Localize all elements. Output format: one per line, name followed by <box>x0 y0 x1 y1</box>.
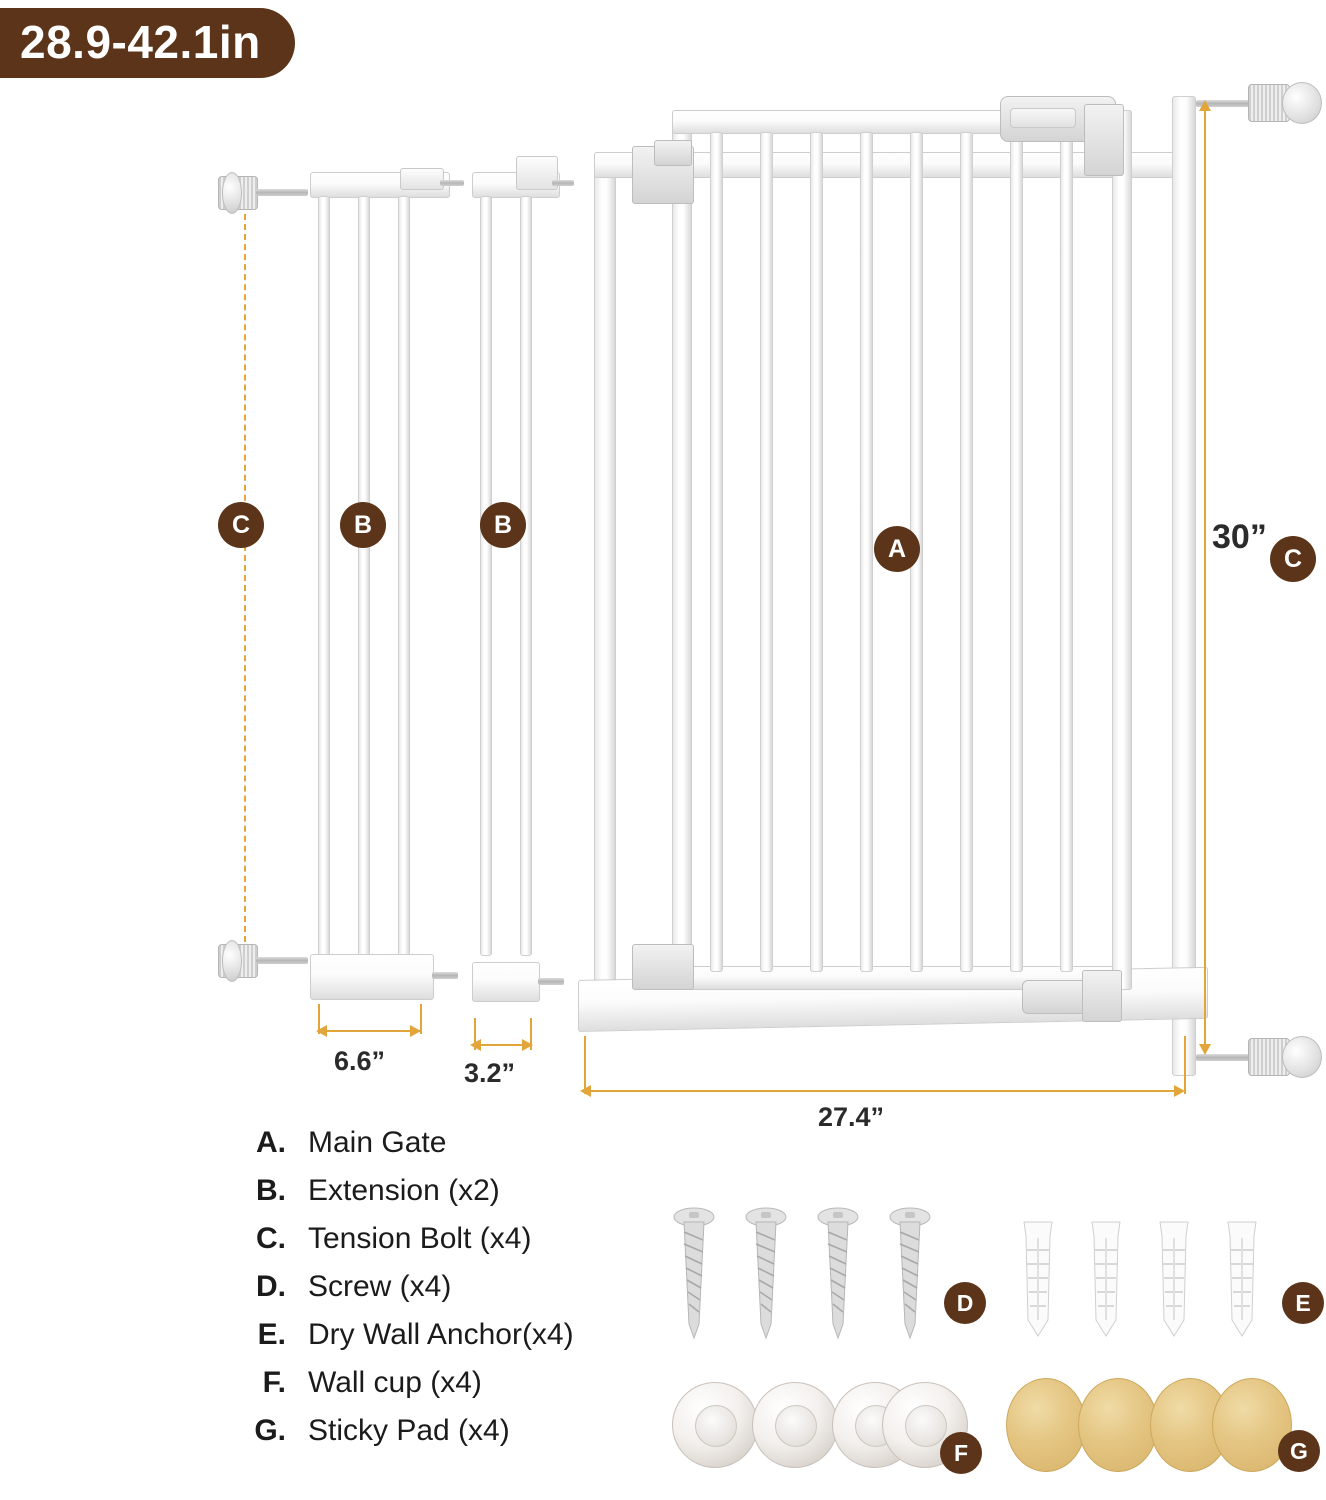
tension-bolt-shaft-bottom-left <box>256 957 308 964</box>
tension-bolt-cap-top-right <box>1282 82 1322 124</box>
main-gate-bar-1 <box>710 132 723 972</box>
legend-text-e: Dry Wall Anchor(x4) <box>308 1318 574 1351</box>
main-gate-bar-7 <box>1010 132 1023 972</box>
legend-item-f <box>240 1366 670 1414</box>
main-gate-width-tick-left <box>584 1036 586 1094</box>
anchor-group <box>1016 1216 1296 1351</box>
height-dimension-left-dashed <box>244 214 246 942</box>
wall-cup-2 <box>752 1382 838 1468</box>
extension-large-bottom-pin <box>432 972 458 979</box>
legend-key-g: G. <box>254 1414 286 1447</box>
legend-item-b <box>240 1174 670 1222</box>
wall-cup-1 <box>672 1382 758 1468</box>
tension-bolt-cap-top-left <box>222 172 242 214</box>
main-gate-latch-button[interactable] <box>1010 108 1076 128</box>
legend-text-a: Main Gate <box>308 1126 447 1159</box>
callout-f-wall-cups: F <box>940 1432 982 1474</box>
main-gate-width-tick-right <box>1184 1036 1186 1094</box>
extension-small-bottom-rail <box>472 962 540 1002</box>
extension-small-width-tick-right <box>530 1018 532 1050</box>
size-range-badge: 28.9-42.1in <box>0 8 295 78</box>
height-dimension-label: 30” <box>1212 518 1267 556</box>
tension-bolt-shaft-top-left <box>256 189 308 196</box>
legend-item-c <box>240 1222 670 1270</box>
main-gate-right-post <box>1172 96 1196 1076</box>
extension-small-bar-1 <box>480 196 492 956</box>
main-gate-lower-bracket-cap <box>1082 970 1122 1022</box>
legend-key-c: C. <box>256 1222 286 1255</box>
legend-text-b: Extension (x2) <box>308 1174 500 1207</box>
callout-b-small: B <box>480 502 526 548</box>
height-dimension-arrow-bottom <box>1199 1044 1211 1055</box>
callout-c-left: C <box>218 502 264 548</box>
callout-c-right: C <box>1270 536 1316 582</box>
extension-large-top-pin <box>440 180 464 186</box>
extension-large-bar-1 <box>318 196 330 956</box>
main-gate-bar-2 <box>760 132 773 972</box>
extension-large-bottom-rail <box>310 954 434 1000</box>
extension-small-width-label: 3.2” <box>464 1058 516 1088</box>
legend-key-f: F. <box>262 1366 286 1399</box>
tension-bolt-shaft-bottom-right <box>1196 1054 1252 1061</box>
main-gate-door-right-stile <box>1112 110 1132 990</box>
extension-large-width-line <box>320 1030 420 1032</box>
callout-b-large: B <box>340 502 386 548</box>
sticky-pad-2 <box>1078 1378 1158 1472</box>
main-gate-door-left-stile <box>672 118 692 986</box>
main-gate-hinge-top-cap <box>654 140 692 166</box>
screws-illustration <box>672 1206 972 1346</box>
anchors-illustration <box>1016 1216 1296 1346</box>
extension-large-bar-2 <box>358 196 370 956</box>
extension-large-width-label: 6.6” <box>334 1046 386 1076</box>
legend-key-e: E. <box>257 1318 286 1351</box>
height-dimension-line <box>1204 108 1206 1052</box>
legend-text-c: Tension Bolt (x4) <box>308 1222 532 1255</box>
extension-small-bottom-pin <box>538 978 564 985</box>
extension-small-bar-2 <box>520 196 532 956</box>
main-gate-left-post <box>594 152 616 1018</box>
main-gate-width-label: 27.4” <box>818 1102 885 1132</box>
main-gate-bar-8 <box>1060 132 1073 972</box>
main-gate-latch-bracket <box>1084 104 1124 176</box>
legend-item-d <box>240 1270 670 1318</box>
legend-text-g: Sticky Pad (x4) <box>308 1414 510 1447</box>
tension-bolt-cap-bottom-right <box>1282 1036 1322 1078</box>
extension-large-width-tick-left <box>318 1004 320 1034</box>
parts-legend <box>240 1126 670 1462</box>
tension-bolt-cap-bottom-left <box>222 940 242 982</box>
callout-g-sticky-pads: G <box>1278 1430 1320 1472</box>
extension-small-width-tick-left <box>474 1018 476 1050</box>
legend-item-e <box>240 1318 670 1366</box>
legend-key-d: D. <box>256 1270 286 1303</box>
main-gate-bar-4 <box>860 132 873 972</box>
main-gate-hinge-bottom <box>632 944 694 990</box>
legend-item-a <box>240 1126 670 1174</box>
extension-large-bar-3 <box>398 196 410 956</box>
legend-key-b: B. <box>256 1174 286 1207</box>
legend-text-d: Screw (x4) <box>308 1270 452 1303</box>
screw-group <box>672 1206 972 1351</box>
legend-item-g <box>240 1414 670 1462</box>
callout-e-anchors: E <box>1282 1282 1324 1324</box>
extension-large-width-tick-right <box>420 1004 422 1034</box>
extension-small-top-pin <box>552 180 574 186</box>
legend-text-f: Wall cup (x4) <box>308 1366 482 1399</box>
main-gate-width-line <box>586 1090 1182 1092</box>
height-dimension-arrow-top <box>1199 100 1211 111</box>
callout-a-main-gate: A <box>874 526 920 572</box>
extension-large-top-bracket <box>400 168 444 190</box>
legend-key-a: A. <box>256 1126 286 1159</box>
callout-d-screws: D <box>944 1282 986 1324</box>
main-gate-bar-3 <box>810 132 823 972</box>
sticky-pad-1 <box>1006 1378 1086 1472</box>
main-gate-bar-6 <box>960 132 973 972</box>
